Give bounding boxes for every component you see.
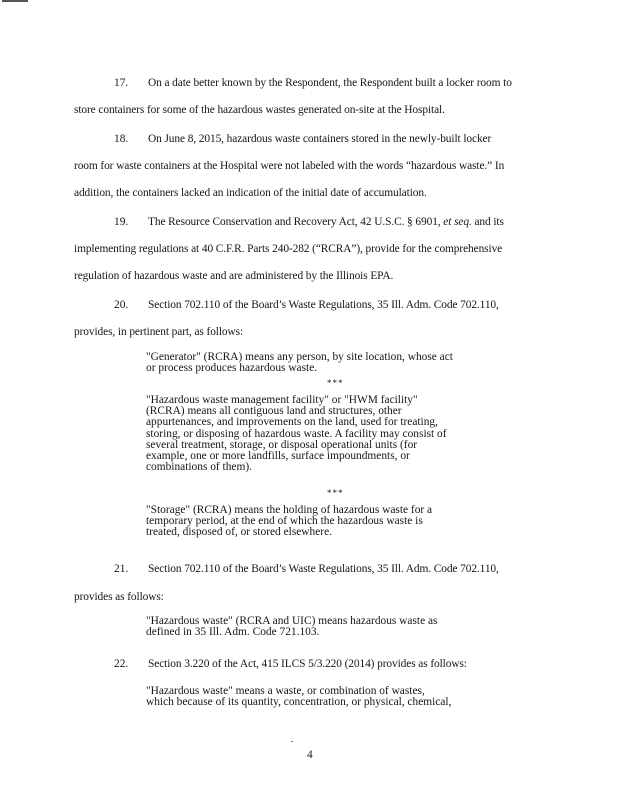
paragraph-21-line-1: Section 702.110 of the Board’s Waste Regulations, 35 Ill. Adm. Code 702.110,	[148, 563, 499, 575]
scan-corner-mark	[2, 0, 28, 2]
paragraph-17-number: 17.	[114, 77, 129, 89]
paragraph-20-line-1: Section 702.110 of the Board’s Waste Regulations, 35 Ill. Adm. Code 702.110,	[148, 299, 499, 311]
paragraph-19-line-2: implementing regulations at 40 C.F.R. Parts 240-282 (“RCRA”), provide for the comprehensive	[74, 243, 503, 255]
paragraph-20-quote-hwm-facility: "Hazardous waste management facility" or "HWM facility" (RCRA) means all contiguous land and structures, other appurtenances, and improvements on the land, used for treating, storing, or disposing of hazardous waste. A facility may consist of several treatment, storage, or disposal operational units (for example, one or more landfills, surface impoundments, or combinations of them).	[146, 394, 447, 474]
paragraph-19-et-seq: et seq.	[443, 216, 472, 228]
paragraph-20-quote-generator: "Generator" (RCRA) means any person, by site location, whose act or process produces hazardous waste.	[146, 351, 453, 375]
paragraph-19-line-1-end: and its	[474, 216, 504, 228]
scan-speck	[291, 741, 293, 742]
paragraph-22-number: 22.	[114, 658, 129, 670]
paragraph-17-line-1: On a date better known by the Respondent, the Respondent built a locker room to	[148, 77, 512, 89]
paragraph-18-line-3: addition, the containers lacked an indication of the initial date of accumulation.	[74, 187, 427, 199]
paragraph-19-line-1	[148, 216, 504, 228]
paragraph-20-quote-storage: "Storage" (RCRA) means the holding of hazardous waste for a temporary period, at the end of which the hazardous waste is treated, disposed of, or stored elsewhere.	[146, 504, 433, 539]
paragraph-21-line-2: provides as follows:	[74, 591, 164, 603]
paragraph-21-number: 21.	[114, 563, 129, 575]
paragraph-20-ellipsis-1: ***	[327, 378, 344, 388]
paragraph-19-line-3: regulation of hazardous waste and are administered by the Illinois EPA.	[74, 270, 394, 282]
paragraph-22-line-1: Section 3.220 of the Act, 415 ILCS 5/3.220 (2014) provides as follows:	[148, 658, 467, 670]
paragraph-20-line-2: provides, in pertinent part, as follows:	[74, 326, 244, 338]
paragraph-18-number: 18.	[114, 133, 129, 145]
paragraph-17-line-2: store containers for some of the hazardous wastes generated on-site at the Hospital.	[74, 104, 445, 116]
paragraph-20-number: 20.	[114, 299, 129, 311]
paragraph-18-line-2: room for waste containers at the Hospital were not labeled with the words “hazardous waste.” In	[74, 160, 505, 172]
paragraph-21-quote-hazardous-waste: "Hazardous waste" (RCRA and UIC) means hazardous waste as defined in 35 Ill. Adm. Code 721.103.	[146, 615, 438, 639]
paragraph-19-number: 19.	[114, 216, 129, 228]
paragraph-18-line-1: On June 8, 2015, hazardous waste containers stored in the newly-built locker	[148, 133, 492, 145]
paragraph-19-line-1-start: The Resource Conservation and Recovery Act, 42 U.S.C. § 6901,	[148, 216, 441, 228]
paragraph-20-ellipsis-2: ***	[327, 488, 344, 498]
page-number: 4	[307, 749, 313, 761]
paragraph-22-quote-hazardous-waste: "Hazardous waste" means a waste, or combination of wastes, which because of its quantity, concentration, or physical, chemical,	[146, 685, 452, 709]
